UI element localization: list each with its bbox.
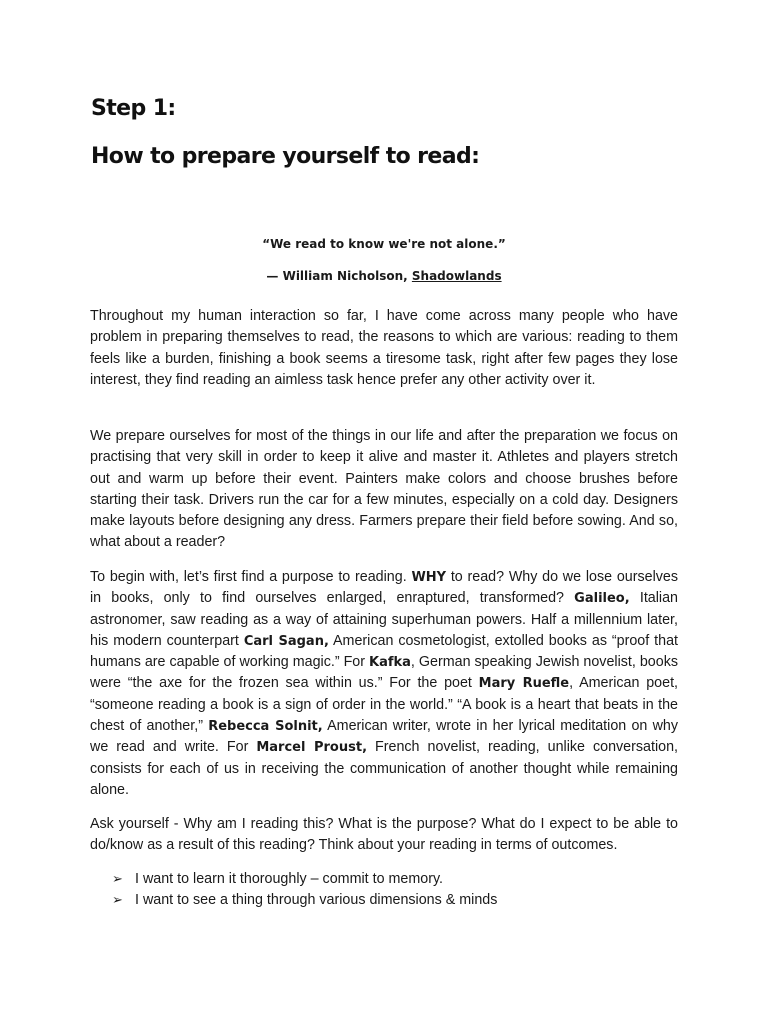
list-item — [90, 869, 678, 890]
arrow-bullet-icon: ➢ — [112, 893, 123, 909]
paragraph-1: Throughout my human interaction so far, I have come across many people who have problem in preparing themselves to read, the reasons to which are various: reading to them feels like a burden, finishing a book seems a tiresome task, right after few pages they lose interest, they find reading an aimless task hence prefer any other activity over it. — [90, 308, 678, 388]
p3-bold-ruefle: Mary Ruefle — [478, 676, 570, 692]
paragraph-3 — [90, 567, 678, 801]
p3-text: , German speaking Jewish novelist, books were “the axe for the frozen sea within us.” For the poet — [90, 654, 678, 692]
step-heading: Step 1: — [91, 96, 176, 121]
p3-bold-why: WHY — [411, 570, 447, 585]
p3-text: American cosmetologist, extolled books as “proof that humans are capable of working magic.” For — [90, 632, 678, 671]
list-item-text: I want to learn it thoroughly – commit to memory. — [135, 871, 444, 887]
list-item-text: I want to see a thing through various dimensions & minds — [135, 892, 498, 909]
arrow-bullet-icon: ➢ — [112, 872, 123, 887]
p3-text: , American poet, “someone reading a book is a sign of order in the world.” “A book is a heart that beats in the chest of another,” — [90, 675, 679, 735]
paragraph-2: We prepare ourselves for most of the things in our life and after the preparation we focus on practising that very skill in order to keep it alive and master it. Athletes and players stretch out and warm up before their event. Painters make colors and choose brushes before starting their task. Drivers run the car for a few minutes, especially on a cold day. Designers make layouts before designing any dress. Farmers prepare their field before sowing. And so, what about a reader? — [90, 428, 678, 551]
paragraph-4: Ask yourself - Why am I reading this? What is the purpose? What do I expect to be able to do/know as a result of this reading? Think about your reading in terms of outcomes. — [90, 816, 678, 854]
p3-text: American writer, wrote in her lyrical meditation on why we read and write. For — [90, 718, 678, 756]
list-item — [90, 890, 678, 911]
epigraph-quote: “We read to know we're not alone.” — [262, 237, 506, 251]
p3-text: French novelist, reading, unlike conversation, consists for each of us in receiving the communication of another thought while remaining alone. — [90, 739, 679, 798]
p3-bold-sagan: Carl Sagan, — [243, 633, 329, 649]
p3-text: Italian astronomer, saw reading as a way of attaining superhuman powers. Half a millennium later, his modern counterpart — [90, 590, 678, 649]
epigraph-attribution — [0, 269, 768, 283]
p3-text: to read? Why do we lose ourselves in books, only to find ourselves enlarged, enraptured, transformed? — [90, 569, 679, 607]
p3-bold-proust: Marcel Proust, — [256, 740, 368, 756]
attribution-source: Shadowlands — [411, 269, 502, 283]
p3-bold-kafka: Kafka — [369, 655, 411, 671]
outcome-list — [90, 869, 678, 912]
p3-text: To begin with, let’s first find a purpose to reading. — [90, 569, 412, 585]
attribution-author: — William Nicholson, — [266, 269, 412, 283]
p3-bold-solnit: Rebecca Solnit, — [208, 719, 323, 735]
page-title: How to prepare yourself to read: — [91, 144, 480, 169]
p3-bold-galileo: Galileo, — [574, 591, 630, 607]
